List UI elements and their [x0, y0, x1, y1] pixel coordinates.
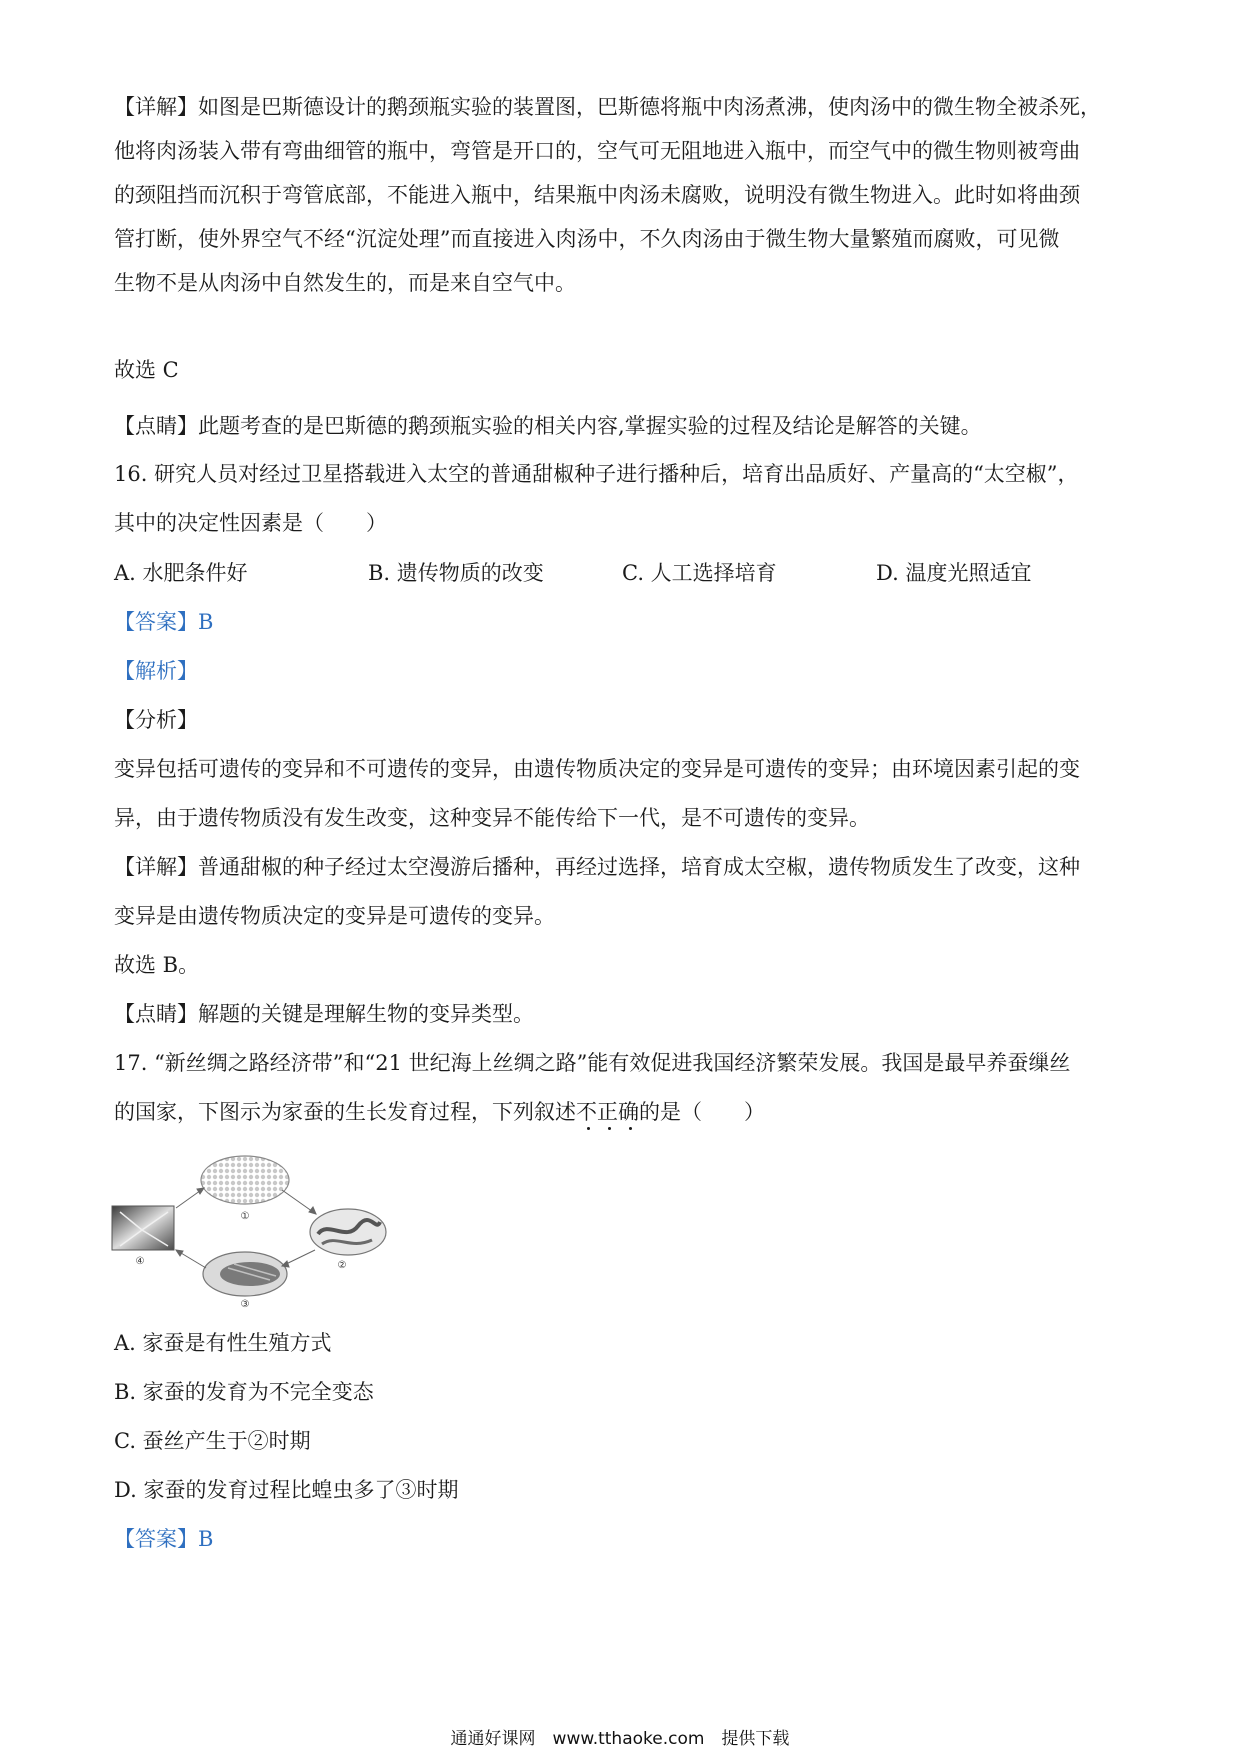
q16-choice: 故选 B。 — [114, 953, 200, 977]
q16-analysis-label: 【解析】 — [114, 659, 198, 683]
q17-option-c: C. 蚕丝产生于②时期 — [114, 1429, 311, 1453]
q17-emph-1: 不 — [576, 1100, 597, 1124]
q17-stem-line-1: 17. “新丝绸之路经济带”和“21 世纪海上丝绸之路”能有效促进我国经济繁荣发展。我国是最早养蚕缫丝 — [114, 1051, 1071, 1075]
q16-option-a: A. 水肥条件好 — [114, 561, 248, 585]
q16-comment: 【点睛】解题的关键是理解生物的变异类型。 — [114, 1002, 534, 1026]
q16-option-b: B. 遗传物质的改变 — [368, 561, 544, 585]
q15-detail-line-1: 【详解】如图是巴斯德设计的鹅颈瓶实验的装置图，巴斯德将瓶中肉汤煮沸，使肉汤中的微生物全被杀死， — [114, 95, 1101, 119]
q16-fenxi-line-2: 异，由于遗传物质没有发生改变，这种变异不能传给下一代，是不可遗传的变异。 — [114, 806, 870, 830]
q17-emph-3: 确 — [618, 1100, 639, 1124]
q16-fenxi-label: 【分析】 — [114, 708, 198, 732]
label-stage-4: ④ — [135, 1256, 145, 1267]
q15-comment: 【点睛】此题考查的是巴斯德的鹅颈瓶实验的相关内容,掌握实验的过程及结论是解答的关键。 — [114, 414, 982, 438]
q17-answer: 【答案】B — [114, 1527, 214, 1551]
q16-detail-line-1: 【详解】普通甜椒的种子经过太空漫游后播种，再经过选择，培育成太空椒，遗传物质发生了改变，这种 — [114, 855, 1080, 879]
q16-stem-line-1: 16. 研究人员对经过卫星搭载进入太空的普通甜椒种子进行播种后，培育出品质好、产量高的“太空椒”， — [114, 462, 1079, 486]
silkworm-lifecycle-figure — [110, 1150, 390, 1310]
label-stage-2: ② — [337, 1260, 347, 1271]
q16-detail-line-2: 变异是由遗传物质决定的变异是可遗传的变异。 — [114, 904, 555, 928]
q17-stem-post: 的是（ ） — [639, 1100, 765, 1124]
q16-option-d: D. 温度光照适宜 — [876, 561, 1032, 585]
q17-emph-2: 正 — [597, 1100, 618, 1124]
egg-stage-image — [201, 1156, 289, 1204]
label-stage-1: ① — [240, 1211, 250, 1222]
q15-detail-line-5: 生物不是从肉汤中自然发生的，而是来自空气中。 — [114, 271, 576, 295]
q15-detail-line-3: 的颈阻挡而沉积于弯管底部，不能进入瓶中，结果瓶中肉汤未腐败，说明没有微生物进入。此时如将曲颈 — [114, 183, 1080, 207]
q17-option-b: B. 家蚕的发育为不完全变态 — [114, 1380, 374, 1404]
q15-detail-line-4: 管打断，使外界空气不经“沉淀处理”而直接进入肉汤中，不久肉汤由于微生物大量繁殖而腐败，可见微 — [114, 227, 1060, 251]
q17-option-d: D. 家蚕的发育过程比蝗虫多了③时期 — [114, 1478, 459, 1502]
label-stage-3: ③ — [240, 1299, 250, 1310]
q15-choice: 故选 C — [114, 358, 179, 382]
q17-stem-line-2 — [114, 1098, 1134, 1126]
q16-fenxi-line-1: 变异包括可遗传的变异和不可遗传的变异，由遗传物质决定的变异是可遗传的变异；由环境因素引起的变 — [114, 757, 1080, 781]
q17-stem-pre: 的国家，下图示为家蚕的生长发育过程，下列叙述 — [114, 1100, 576, 1124]
q16-stem-line-2: 其中的决定性因素是（ ） — [114, 511, 387, 535]
q16-answer: 【答案】B — [114, 610, 214, 634]
q15-detail-line-2: 他将肉汤装入带有弯曲细管的瓶中，弯管是开口的，空气可无阻地进入瓶中，而空气中的微生物则被弯曲 — [114, 139, 1080, 163]
q16-option-c: C. 人工选择培育 — [622, 561, 777, 585]
q17-option-a: A. 家蚕是有性生殖方式 — [114, 1331, 332, 1355]
page-footer: 通通好课网 www.tthaoke.com 提供下载 — [450, 1729, 790, 1749]
